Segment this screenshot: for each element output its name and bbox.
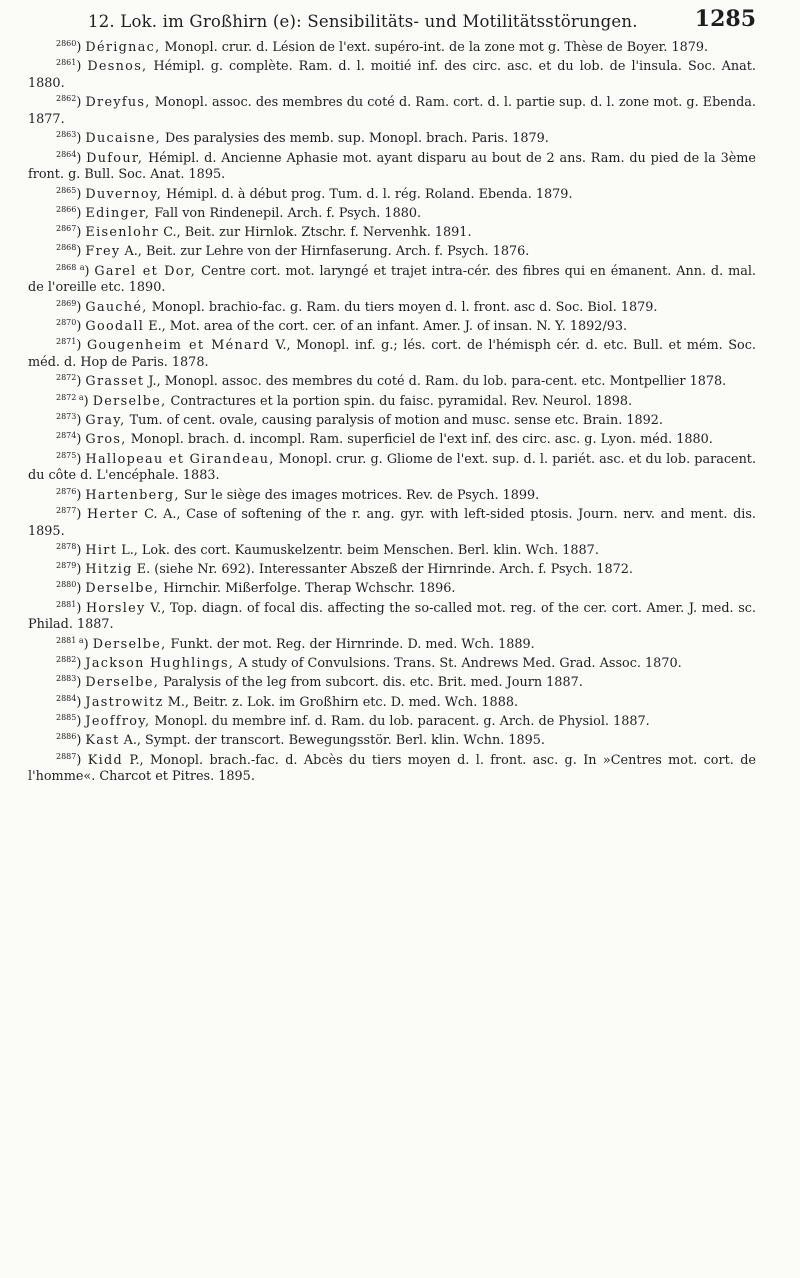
entry-text: M., Beitr. z. Lok. im Großhirn etc. D. med. Wch. 1888. — [167, 694, 519, 710]
entry-text: Hémipl. d. à début prog. Tum. d. l. rég. Roland. Ebenda. 1879. — [166, 186, 573, 202]
entry-text: Paralysis of the leg from subcort. dis. etc. Brit. med. Journ 1887. — [163, 675, 583, 691]
bibliography-entry: $^{2886}$) Kast A., Sympt. der transcort. Bewegungsstör. Berl. klin. Wchn. 1895. — [56, 732, 545, 749]
entry-text: Funkt. der mot. Reg. der Hirnrinde. D. med. Wch. 1889. — [170, 636, 535, 652]
entry-author: Horsley — [85, 600, 146, 616]
entry-text: Contractures et la portion spin. du faisc. pyramidal. Rev. Neurol. 1898. — [170, 393, 633, 409]
entry-text: V., Monopl. inf. g.; lés. cort. de l'hémisph cér. d. etc. Bull. et mém. Soc. méd. d. Hop de Paris. 1878. — [28, 338, 756, 371]
entry-author: Dreyfus, — [85, 95, 151, 111]
entry-author: Ducaisne, — [85, 131, 161, 147]
entry-number: 2864 — [56, 149, 77, 159]
entry-number: 2868 — [56, 243, 77, 253]
bibliography-entry: $^{2869}$) Gauché, Monopl. brachio-fac. g. Ram. du tiers moyen d. l. front. asc d. Soc. Biol. 1879. — [56, 298, 658, 315]
bibliography-entry: $^{2882}$) Jackson Hughlings, A study of Convulsions. Trans. St. Andrews Med. Grad. Assoc. 1870. — [56, 655, 682, 672]
entry-number: 2873 — [56, 411, 77, 421]
entry-text: L., Lok. des cort. Kaumuskelzentr. beim Menschen. Berl. klin. Wch. 1887. — [121, 542, 599, 558]
bibliography-list — [28, 40, 756, 786]
entry-text: Monopl. brachio-fac. g. Ram. du tiers moyen d. l. front. asc d. Soc. Biol. 1879. — [151, 299, 658, 315]
entry-author: Dufour, — [86, 150, 144, 166]
entry-text: C. A., Case of softening of the r. ang. gyr. with left-sided ptosis. Journ. nerv. and ment. dis. 1895. — [28, 506, 756, 539]
entry-number: 2872 a — [56, 392, 84, 402]
entry-number: 2875 — [56, 450, 77, 460]
bibliography-entry: $^{2872 a}$) Derselbe, Contractures et la portion spin. du faisc. pyramidal. Rev. Neurol. 1898. — [56, 392, 633, 409]
entry-author: Hallopeau et Girandeau, — [85, 451, 275, 467]
bibliography-entry: $^{2887}$) Kidd P., Monopl. brach.-fac. d. Abcès du tiers moyen d. l. front. asc. g. In »Centres mot. cort. de l'homme«. Charcot et Pitres. 1895. — [28, 751, 756, 785]
bibliography-entry: $^{2867}$) Eisenlohr C., Beit. zur Hirnlok. Ztschr. f. Nervenhk. 1891. — [56, 224, 472, 241]
entry-author: Jeoffroy, — [85, 713, 151, 729]
entry-author: Herter — [86, 506, 139, 522]
entry-number: 2876 — [56, 486, 77, 496]
entry-number: 2882 — [56, 655, 77, 665]
running-header — [28, 6, 756, 34]
bibliography-entry: $^{2875}$) Hallopeau et Girandeau, Monopl. crur. g. Gliome de l'ext. sup. d. l. pariét. asc. et du lob. paracent. du côte d. L'encéphale. 1883. — [28, 450, 757, 484]
bibliography-entry: $^{2879}$) Hitzig E. (siehe Nr. 692). Interessanter Abszeß der Hirnrinde. Arch. f. Psych. 1872. — [56, 561, 633, 578]
entry-text: Monopl. crur. d. Lésion de l'ext. supéro-int. de la zone mot g. Thèse de Boyer. 1879. — [164, 40, 709, 55]
bibliography-entry: $^{2866}$) Edinger, Fall von Rindenepil. Arch. f. Psych. 1880. — [56, 204, 422, 221]
entry-text: P., Monopl. brach.-fac. d. Abcès du tiers moyen d. l. front. asc. g. In »Centres mot. cort. de l'homme«. Charcot et Pitres. 1895. — [28, 752, 756, 785]
entry-author: Frey — [85, 244, 121, 260]
entry-number: 2861 — [56, 58, 77, 68]
entry-author: Jastrowitz — [85, 694, 164, 710]
entry-text: A., Beit. zur Lehre von der Hirnfaserung. Arch. f. Psych. 1876. — [124, 244, 530, 260]
bibliography-entry: $^{2883}$) Derselbe, Paralysis of the leg from subcort. dis. etc. Brit. med. Journ 1887. — [56, 674, 583, 691]
entry-author: Grasset — [85, 374, 145, 390]
entry-author: Derselbe, — [85, 581, 160, 597]
entry-author: Gros, — [85, 432, 127, 448]
bibliography-entry: $^{2870}$) Goodall E., Mot. area of the cort. cer. of an infant. Amer. J. of insan. N. Y. 1892/93. — [56, 318, 628, 335]
entry-number: 2887 — [56, 751, 77, 761]
entry-text: Hémipl. g. complète. Ram. d. l. moitié inf. des circ. asc. et du lob. de l'insula. Soc. Anat. 1880. — [28, 59, 756, 91]
entry-author: Goodall — [85, 319, 145, 335]
entry-text: C., Beit. zur Hirnlok. Ztschr. f. Nervenhk. 1891. — [163, 225, 472, 241]
entry-author: Derselbe, — [92, 636, 167, 652]
running-title: 12. Lok. im Großhirn (e): Sensibilitäts- und Motilitätsstörungen. — [88, 12, 638, 31]
bibliography-entry: $^{2865}$) Duvernoy, Hémipl. d. à début prog. Tum. d. l. rég. Roland. Ebenda. 1879. — [56, 185, 573, 202]
entry-text: Hémipl. d. Ancienne Aphasie mot. ayant disparu au bout de 2 ans. Ram. du pied de la 3ème front. g. Bull. Soc. Anat. 1895. — [28, 150, 756, 183]
bibliography-entry: $^{2863}$) Ducaisne, Des paralysies des memb. sup. Monopl. brach. Paris. 1879. — [56, 130, 549, 147]
entry-text: Des paralysies des memb. sup. Monopl. brach. Paris. 1879. — [165, 131, 549, 147]
entry-author: Edinger, — [85, 205, 151, 221]
entry-text: V., Top. diagn. of focal dis. affecting the so-called mot. reg. of the cer. cort. Amer. J. med. sc. Philad. 1887. — [28, 600, 757, 633]
entry-number: 2872 — [56, 373, 77, 383]
entry-author: Duvernoy, — [85, 186, 163, 202]
entry-number: 2863 — [56, 130, 77, 140]
bibliography-entry: $^{2871}$) Gougenheim et Ménard V., Monopl. inf. g.; lés. cort. de l'hémisph cér. d. etc. Bull. et mém. Soc. méd. d. Hop de Paris. 1878. — [28, 337, 756, 371]
entry-text: A., Sympt. der transcort. Bewegungsstör. Berl. klin. Wchn. 1895. — [123, 733, 545, 749]
entry-number: 2867 — [56, 224, 77, 234]
bibliography-entry: $^{2861}$) Desnos, Hémipl. g. complète. Ram. d. l. moitié inf. des circ. asc. et du lob. de l'insula. Soc. Anat. 1880. — [28, 58, 756, 91]
entry-text: Monopl. assoc. des membres du coté d. Ram. cort. d. l. partie sup. d. l. zone mot. g. Ebenda. 1877. — [28, 95, 756, 127]
entry-text: Sur le siège des images motrices. Rev. de Psych. 1899. — [183, 487, 540, 503]
entry-number: 2881 — [56, 599, 77, 609]
bibliography-entry: $^{2876}$) Hartenberg, Sur le siège des images motrices. Rev. de Psych. 1899. — [56, 486, 540, 503]
entry-number: 2884 — [56, 693, 77, 703]
entry-number: 2881 a — [56, 635, 84, 645]
entry-author: Gray, — [85, 412, 126, 428]
entry-author: Hartenberg, — [85, 487, 180, 503]
entry-number: 2870 — [56, 318, 77, 328]
entry-text: Tum. of cent. ovale, causing paralysis of motion and musc. sense etc. Brain. 1892. — [129, 412, 663, 428]
entry-text: E., Mot. area of the cort. cer. of an infant. Amer. J. of insan. N. Y. 1892/93. — [148, 319, 628, 335]
entry-text: Fall von Rindenepil. Arch. f. Psych. 1880. — [154, 205, 422, 221]
entry-text: Hirnchir. Mißerfolge. Therap Wchschr. 1896. — [163, 581, 456, 597]
entry-number: 2886 — [56, 732, 77, 742]
entry-number: 2878 — [56, 541, 77, 551]
bibliography-entry: $^{2868 a}$) Garel et Dor, Centre cort. mot. laryngé et trajet intra-cér. des fibres qui en émanent. Ann. d. mal. de l'oreille etc. 1890. — [28, 262, 756, 296]
entry-author: Hirt — [85, 542, 118, 558]
entry-author: Jackson Hughlings, — [85, 656, 235, 672]
bibliography-entry: $^{2880}$) Derselbe, Hirnchir. Mißerfolge. Therap Wchschr. 1896. — [56, 580, 456, 597]
entry-author: Kidd — [87, 752, 124, 768]
bibliography-entry: $^{2878}$) Hirt L., Lok. des cort. Kaumuskelzentr. beim Menschen. Berl. klin. Wch. 1887. — [56, 541, 599, 558]
bibliography-entry: $^{2862}$) Dreyfus, Monopl. assoc. des membres du coté d. Ram. cort. d. l. partie sup. d. l. zone mot. g. Ebenda. 1877. — [28, 94, 756, 127]
entry-text: Monopl. du membre inf. d. Ram. du lob. paracent. g. Arch. de Physiol. 1887. — [154, 713, 650, 729]
entry-number: 2868 a — [56, 262, 85, 272]
entry-text: A study of Convulsions. Trans. St. Andrews Med. Grad. Assoc. 1870. — [238, 656, 682, 672]
entry-author: Gougenheim et Ménard — [86, 338, 270, 354]
entry-number: 2865 — [56, 185, 77, 195]
entry-author: Gauché, — [85, 299, 148, 315]
entry-number: 2869 — [56, 298, 77, 308]
bibliography-entry: $^{2881 a}$) Derselbe, Funkt. der mot. Reg. der Hirnrinde. D. med. Wch. 1889. — [56, 635, 535, 652]
bibliography-entry: $^{2860}$) Dérignac, Monopl. crur. d. Lésion de l'ext. supéro-int. de la zone mot g. Thèse de Boyer. 1879. — [56, 39, 709, 55]
entry-number: 2874 — [56, 431, 77, 441]
bibliography-entry: $^{2864}$) Dufour, Hémipl. d. Ancienne Aphasie mot. ayant disparu au bout de 2 ans. Ram. du pied de la 3ème front. g. Bull. Soc. Anat. 1895. — [28, 149, 756, 183]
entry-author: Dérignac, — [85, 40, 161, 55]
entry-text: Monopl. crur. g. Gliome de l'ext. sup. d. l. pariét. asc. et du lob. paracent. du côte d. L'encéphale. 1883. — [28, 451, 757, 484]
bibliography-entry: $^{2881}$) Horsley V., Top. diagn. of focal dis. affecting the so-called mot. reg. of the cer. cort. Amer. J. med. sc. Philad. 1887. — [28, 599, 757, 633]
bibliography-entry: $^{2885}$) Jeoffroy, Monopl. du membre inf. d. Ram. du lob. paracent. g. Arch. de Physiol. 1887. — [56, 712, 650, 729]
bibliography-entry: $^{2884}$) Jastrowitz M., Beitr. z. Lok. im Großhirn etc. D. med. Wch. 1888. — [56, 693, 519, 710]
entry-text: J., Monopl. assoc. des membres du coté d. Ram. du lob. para-cent. etc. Montpellier 1878. — [148, 374, 727, 390]
entry-number: 2879 — [56, 561, 77, 571]
entry-author: Kast — [85, 733, 120, 749]
entry-author: Desnos, — [87, 59, 148, 75]
entry-number: 2860 — [56, 39, 77, 48]
entry-number: 2885 — [56, 712, 77, 722]
bibliography-entry: $^{2872}$) Grasset J., Monopl. assoc. des membres du coté d. Ram. du lob. para-cent. etc. Montpellier 1878. — [56, 373, 727, 390]
entry-author: Eisenlohr — [85, 225, 160, 241]
entry-author: Garel et Dor, — [94, 263, 197, 279]
entry-number: 2862 — [56, 94, 77, 104]
bibliography-entry: $^{2868}$) Frey A., Beit. zur Lehre von der Hirnfaserung. Arch. f. Psych. 1876. — [56, 243, 530, 260]
page-number: 1285 — [694, 6, 756, 32]
entry-number: 2880 — [56, 580, 77, 590]
entry-text: Monopl. brach. d. incompl. Ram. superficiel de l'ext inf. des circ. asc. g. Lyon. méd. 1880. — [130, 432, 713, 448]
bibliography-entry: $^{2873}$) Gray, Tum. of cent. ovale, causing paralysis of motion and musc. sense etc. Brain. 1892. — [56, 411, 663, 428]
entry-number: 2866 — [56, 204, 77, 214]
entry-author: Derselbe, — [85, 675, 160, 691]
entry-author: Derselbe, — [92, 393, 167, 409]
entry-number: 2877 — [56, 505, 77, 515]
entry-number: 2871 — [56, 337, 77, 347]
entry-text: Centre cort. mot. laryngé et trajet intra-cér. des fibres qui en émanent. Ann. d. mal. de l'oreille etc. 1890. — [28, 263, 756, 296]
bibliography-entry: $^{2877}$) Herter C. A., Case of softening of the r. ang. gyr. with left-sided ptosis. Journ. nerv. and ment. dis. 1895. — [28, 505, 756, 539]
entry-text: E. (siehe Nr. 692). Interessanter Abszeß der Hirnrinde. Arch. f. Psych. 1872. — [136, 562, 633, 578]
entry-author: Hitzig — [85, 562, 133, 578]
bibliography-entry: $^{2874}$) Gros, Monopl. brach. d. incompl. Ram. superficiel de l'ext inf. des circ. asc. g. Lyon. méd. 1880. — [56, 431, 713, 448]
entry-number: 2883 — [56, 674, 77, 684]
